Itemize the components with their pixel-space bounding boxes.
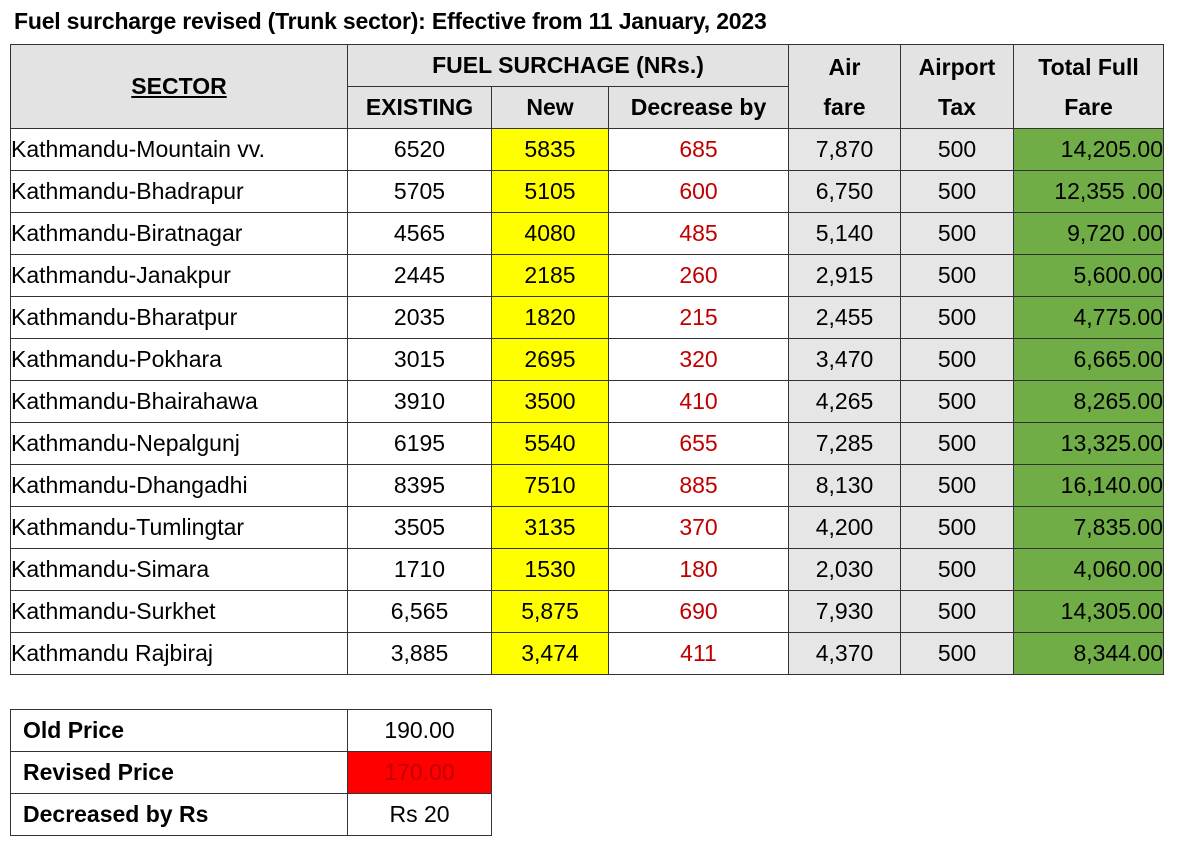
air-fare-cell: 7,870 — [789, 129, 901, 171]
new-cell: 5,875 — [492, 591, 609, 633]
airport-tax-cell: 500 — [901, 339, 1014, 381]
existing-cell: 6,565 — [348, 591, 492, 633]
air-fare-cell: 4,265 — [789, 381, 901, 423]
airport-tax-header: Airport Tax — [901, 45, 1014, 129]
air-fare-cell: 5,140 — [789, 213, 901, 255]
decreased-by-value: Rs 20 — [348, 794, 492, 836]
sector-cell: Kathmandu-Dhangadhi — [11, 465, 348, 507]
airport-tax-cell: 500 — [901, 297, 1014, 339]
total-fare-cell: 7,835.00 — [1014, 507, 1164, 549]
table-row — [11, 339, 1164, 381]
air-fare-cell: 2,915 — [789, 255, 901, 297]
existing-cell: 5705 — [348, 171, 492, 213]
total-fare-cell: 9,720 .00 — [1014, 213, 1164, 255]
table-row — [11, 297, 1164, 339]
total-fare-cell: 12,355 .00 — [1014, 171, 1164, 213]
decrease-cell: 600 — [609, 171, 789, 213]
price-summary-table — [10, 709, 492, 836]
table-row — [11, 591, 1164, 633]
sector-cell: Kathmandu-Pokhara — [11, 339, 348, 381]
revised-price-row — [11, 752, 492, 794]
airport-tax-cell: 500 — [901, 633, 1014, 675]
air-fare-cell: 2,030 — [789, 549, 901, 591]
existing-cell: 3015 — [348, 339, 492, 381]
air-fare-cell: 6,750 — [789, 171, 901, 213]
airport-tax-cell: 500 — [901, 423, 1014, 465]
total-fare-cell: 14,305.00 — [1014, 591, 1164, 633]
new-header: New — [492, 87, 609, 129]
new-cell: 1530 — [492, 549, 609, 591]
airport-tax-cell: 500 — [901, 213, 1014, 255]
air-fare-cell: 4,200 — [789, 507, 901, 549]
total-fare-cell: 13,325.00 — [1014, 423, 1164, 465]
existing-cell: 6520 — [348, 129, 492, 171]
table-row — [11, 171, 1164, 213]
new-cell: 5540 — [492, 423, 609, 465]
existing-cell: 2445 — [348, 255, 492, 297]
existing-cell: 1710 — [348, 549, 492, 591]
sector-cell: Kathmandu-Bhadrapur — [11, 171, 348, 213]
decrease-cell: 885 — [609, 465, 789, 507]
existing-cell: 6195 — [348, 423, 492, 465]
air-fare-cell: 7,285 — [789, 423, 901, 465]
existing-cell: 3910 — [348, 381, 492, 423]
existing-cell: 8395 — [348, 465, 492, 507]
sector-header: SECTOR — [11, 45, 348, 129]
revised-price-value: 170.00 — [348, 752, 492, 794]
new-cell: 1820 — [492, 297, 609, 339]
new-cell: 5105 — [492, 171, 609, 213]
airport-tax-cell: 500 — [901, 549, 1014, 591]
new-cell: 3135 — [492, 507, 609, 549]
decrease-cell: 180 — [609, 549, 789, 591]
table-row — [11, 381, 1164, 423]
new-cell: 2695 — [492, 339, 609, 381]
old-price-label: Old Price — [11, 710, 348, 752]
existing-cell: 2035 — [348, 297, 492, 339]
existing-cell: 3505 — [348, 507, 492, 549]
new-cell: 7510 — [492, 465, 609, 507]
sector-cell: Kathmandu Rajbiraj — [11, 633, 348, 675]
total-fare-cell: 4,060.00 — [1014, 549, 1164, 591]
sector-cell: Kathmandu-Simara — [11, 549, 348, 591]
decrease-cell: 655 — [609, 423, 789, 465]
decrease-by-header: Decrease by — [609, 87, 789, 129]
decrease-cell: 685 — [609, 129, 789, 171]
table-row — [11, 423, 1164, 465]
new-cell: 4080 — [492, 213, 609, 255]
old-price-row — [11, 710, 492, 752]
total-fare-cell: 8,265.00 — [1014, 381, 1164, 423]
air-fare-cell: 2,455 — [789, 297, 901, 339]
fuel-surcharge-header: FUEL SURCHAGE (NRs.) — [348, 45, 789, 87]
sector-cell: Kathmandu-Surkhet — [11, 591, 348, 633]
decrease-cell: 690 — [609, 591, 789, 633]
total-fare-cell: 5,600.00 — [1014, 255, 1164, 297]
fare-table-body — [11, 129, 1164, 675]
sector-cell: Kathmandu-Bharatpur — [11, 297, 348, 339]
decrease-cell: 260 — [609, 255, 789, 297]
price-summary-body — [11, 710, 492, 836]
decreased-by-label: Decreased by Rs — [11, 794, 348, 836]
airport-tax-cell: 500 — [901, 171, 1014, 213]
table-row — [11, 549, 1164, 591]
airport-tax-cell: 500 — [901, 507, 1014, 549]
decrease-cell: 320 — [609, 339, 789, 381]
new-cell: 3,474 — [492, 633, 609, 675]
air-fare-cell: 3,470 — [789, 339, 901, 381]
table-row — [11, 633, 1164, 675]
airport-tax-cell: 500 — [901, 381, 1014, 423]
new-cell: 2185 — [492, 255, 609, 297]
sector-cell: Kathmandu-Mountain vv. — [11, 129, 348, 171]
old-price-value: 190.00 — [348, 710, 492, 752]
table-row — [11, 465, 1164, 507]
air-fare-cell: 4,370 — [789, 633, 901, 675]
airport-tax-cell: 500 — [901, 255, 1014, 297]
existing-cell: 4565 — [348, 213, 492, 255]
decrease-cell: 370 — [609, 507, 789, 549]
new-cell: 5835 — [492, 129, 609, 171]
total-fare-cell: 8,344.00 — [1014, 633, 1164, 675]
total-fare-cell: 14,205.00 — [1014, 129, 1164, 171]
airport-tax-cell: 500 — [901, 465, 1014, 507]
total-fare-header: Total Full Fare — [1014, 45, 1164, 129]
sector-cell: Kathmandu-Bhairahawa — [11, 381, 348, 423]
table-row — [11, 213, 1164, 255]
table-row — [11, 507, 1164, 549]
sector-cell: Kathmandu-Biratnagar — [11, 213, 348, 255]
air-fare-cell: 7,930 — [789, 591, 901, 633]
sector-cell: Kathmandu-Janakpur — [11, 255, 348, 297]
decreased-by-row — [11, 794, 492, 836]
decrease-cell: 410 — [609, 381, 789, 423]
decrease-cell: 485 — [609, 213, 789, 255]
total-fare-cell: 16,140.00 — [1014, 465, 1164, 507]
fare-table — [10, 44, 1164, 675]
total-fare-cell: 4,775.00 — [1014, 297, 1164, 339]
air-fare-header: Air fare — [789, 45, 901, 129]
total-fare-cell: 6,665.00 — [1014, 339, 1164, 381]
airport-tax-cell: 500 — [901, 591, 1014, 633]
document-title: Fuel surcharge revised (Trunk sector): Effective from 11 January, 2023 — [14, 8, 767, 34]
decrease-cell: 411 — [609, 633, 789, 675]
existing-header: EXISTING — [348, 87, 492, 129]
air-fare-cell: 8,130 — [789, 465, 901, 507]
revised-price-label: Revised Price — [11, 752, 348, 794]
existing-cell: 3,885 — [348, 633, 492, 675]
sector-cell: Kathmandu-Tumlingtar — [11, 507, 348, 549]
table-row — [11, 255, 1164, 297]
sector-cell: Kathmandu-Nepalgunj — [11, 423, 348, 465]
new-cell: 3500 — [492, 381, 609, 423]
decrease-cell: 215 — [609, 297, 789, 339]
table-row — [11, 129, 1164, 171]
airport-tax-cell: 500 — [901, 129, 1014, 171]
